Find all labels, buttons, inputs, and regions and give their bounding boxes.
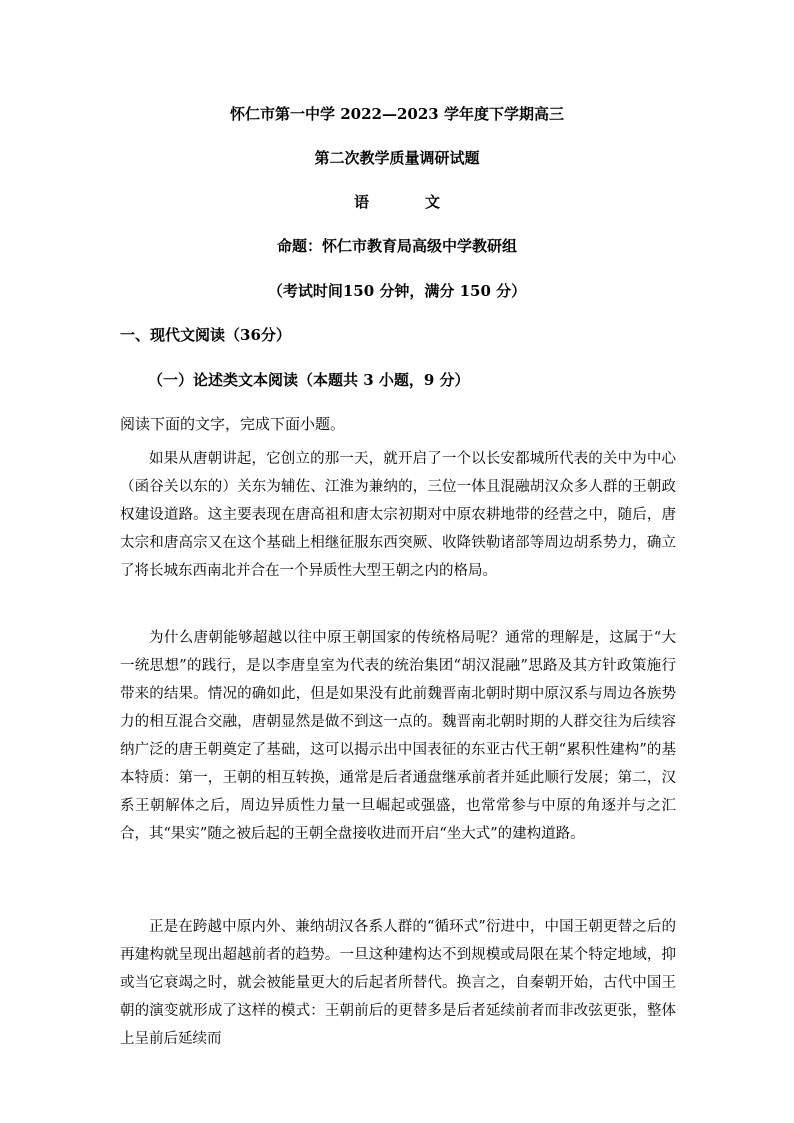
subject-char-right: 文: [425, 193, 441, 211]
reading-instruction: 阅读下面的文字，完成下面小题。: [120, 415, 346, 433]
passage-paragraph-1: 如果从唐朝讲起，它创立的那一天，就开启了一个以长安都城所代表的关中为中心（函谷关以东的）关东为辅佐、江淮为兼纳的，三位一体且混融胡汉众多人群的王朝政权建设道路。这主要表现在唐高祖和唐太宗初期对中原农耕地带的经营之中，随后，唐太宗和唐高宗又在这个基础上相继征服东西突厥、收降铁勒诸部等周边胡系势力，确立了将长城东西南北并合在一个异质性大型王朝之内的格局。: [120, 451, 676, 579]
subject-heading: [0, 192, 794, 212]
exam-author: 命题：怀仁市教育局高级中学教研组: [276, 237, 517, 255]
exam-title: 怀仁市第一中学 2022—2023 学年度下学期高三: [230, 105, 564, 123]
section-subheading: （一）论述类文本阅读（本题共 3 小题，9 分）: [148, 371, 470, 389]
subject-char-left: 语: [353, 193, 369, 211]
passage-paragraph-2: 为什么唐朝能够超越以往中原王朝国家的传统格局呢？通常的理解是，这属于“大一统思想”的践行，是以李唐皇室为代表的统治集团“胡汉混融”思路及其方针政策施行带来的结果。情况的确如此，但是如果没有此前魏晋南北朝时期中原汉系与周边各族势力的相互混合交融，唐朝显然是做不到这一点的。魏晋南北朝时期的人群交往为后续容纳广泛的唐王朝奠定了基础，这可以揭示出中国表征的东亚古代王朝“累积性建构”的基本特质：第一，王朝的相互转换，通常是后者通盘继承前者并延此顺行发展；第二，汉系王朝解体之后，周边异质性力量一旦崛起或强盛，也常常参与中原的角逐并与之汇合，其“果实”随之被后起的王朝全盘接收进而开启“坐大式”的建构道路。: [120, 630, 676, 842]
exam-subtitle: 第二次教学质量调研试题: [314, 149, 480, 167]
exam-info: （考试时间150 分钟，满分 150 分）: [267, 282, 527, 300]
passage-paragraph-3: 正是在跨越中原内外、兼纳胡汉各系人群的“循环式”衍进中，中国王朝更替之后的再建构就呈现出超越前者的趋势。一旦这种建构达不到规模或局限在某个特定地域，抑或当它衰竭之时，就会被能量更大的后起者所替代。换言之，自秦朝开始，古代中国王朝的演变就形成了这样的模式：王朝前后的更替多是后者延续前者而非改弦更张，整体上呈前后延续而: [120, 919, 676, 1047]
section-heading: 一、现代文阅读（36分）: [120, 326, 291, 344]
